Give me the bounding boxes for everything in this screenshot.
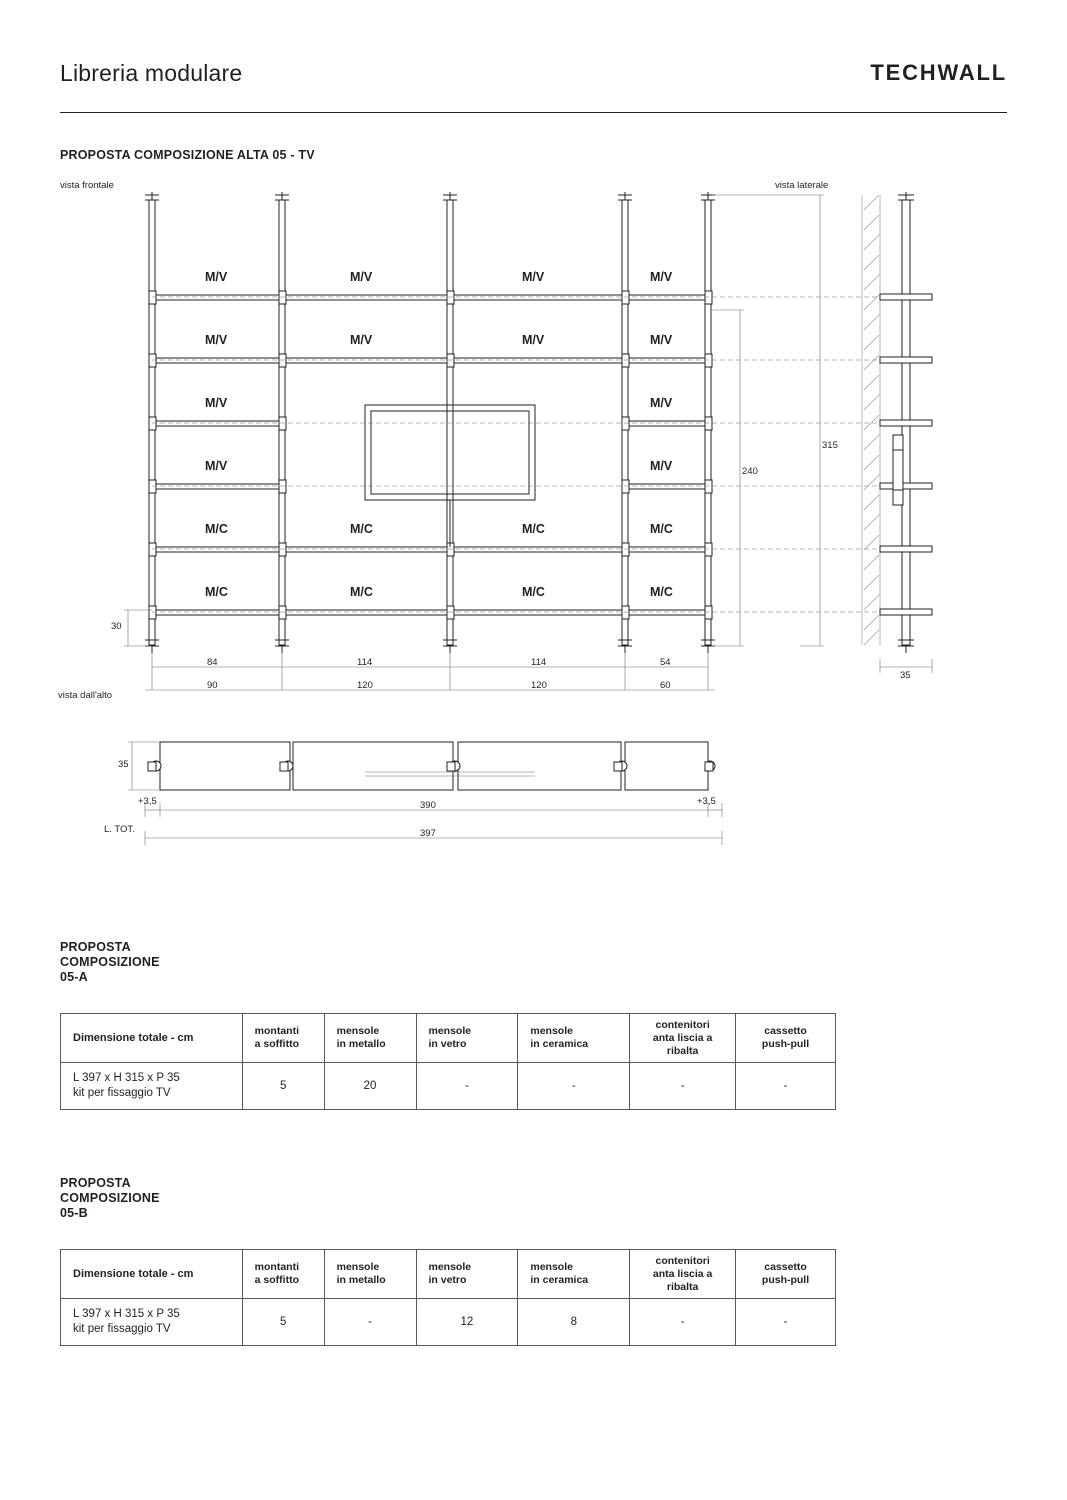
caption-line: 05-A — [60, 970, 88, 984]
caption-line: 05-B — [60, 1206, 88, 1220]
shelf-label: M/V — [205, 270, 228, 284]
shelf-label: M/V — [350, 333, 373, 347]
shelf-label: M/V — [650, 396, 673, 410]
label-top-view: vista dall'alto — [58, 690, 113, 701]
composition-table-b — [60, 1249, 836, 1346]
shelf-label: M/V — [650, 459, 673, 473]
cell-mensole-ceramica: 8 — [518, 1299, 630, 1346]
cell-montanti: 5 — [242, 1299, 324, 1346]
col-dimension: Dimensione totale - cm — [61, 1014, 243, 1063]
composition-table-a — [60, 1013, 836, 1110]
label-side-view: vista laterale — [775, 180, 829, 191]
shelf-label: M/C — [350, 522, 373, 536]
page-title: Libreria modulare — [60, 60, 243, 86]
dim-base-height: 30 — [111, 621, 122, 632]
table-header-row — [61, 1250, 836, 1299]
dim-overhang-right: +3,5 — [697, 796, 716, 807]
cell-cassetto: - — [736, 1063, 836, 1110]
col-contenitori: contenitori anta liscia a ribalta — [630, 1014, 736, 1063]
cell-mensole-metallo: - — [324, 1299, 416, 1346]
cell-mensole-vetro: - — [416, 1063, 518, 1110]
cell-cassetto: - — [736, 1299, 836, 1346]
table-row — [61, 1299, 836, 1346]
col-mensole-vetro: mensole in vetro — [416, 1014, 518, 1063]
dim-span-inner: 84 — [207, 657, 218, 668]
shelf-label: M/V — [522, 270, 545, 284]
caption-line: PROPOSTA — [60, 1176, 131, 1190]
dim-span-outer: 120 — [357, 680, 373, 691]
cell-contenitori: - — [630, 1299, 736, 1346]
dim-span-inner: 54 — [660, 657, 671, 668]
col-mensole-ceramica: mensole in ceramica — [518, 1250, 630, 1299]
dim-top-depth: 35 — [118, 759, 129, 770]
section-title: PROPOSTA COMPOSIZIONE ALTA 05 - TV — [60, 148, 315, 162]
dim-modules-width: 390 — [420, 800, 436, 811]
shelf-label: M/V — [522, 333, 545, 347]
table-b-caption — [60, 1176, 160, 1221]
cell-montanti: 5 — [242, 1063, 324, 1110]
cell-mensole-vetro: 12 — [416, 1299, 518, 1346]
caption-line: COMPOSIZIONE — [60, 955, 160, 969]
col-montanti: montanti a soffitto — [242, 1014, 324, 1063]
shelf-label: M/V — [350, 270, 373, 284]
shelf-label: M/C — [522, 585, 545, 599]
dim-span-outer: 90 — [207, 680, 218, 691]
cell-mensole-metallo: 20 — [324, 1063, 416, 1110]
shelf-label: M/C — [650, 585, 673, 599]
cell-contenitori: - — [630, 1063, 736, 1110]
col-montanti: montanti a soffitto — [242, 1250, 324, 1299]
col-dimension: Dimensione totale - cm — [61, 1250, 243, 1299]
col-mensole-ceramica: mensole in ceramica — [518, 1014, 630, 1063]
shelf-label: M/V — [650, 333, 673, 347]
col-mensole-metallo: mensole in metallo — [324, 1250, 416, 1299]
shelf-label: M/C — [205, 585, 228, 599]
dim-overhang-left: +3,5 — [138, 796, 157, 807]
dim-span-outer: 60 — [660, 680, 671, 691]
dim-span-outer: 120 — [531, 680, 547, 691]
technical-drawing — [0, 170, 1067, 870]
shelf-label: M/V — [205, 333, 228, 347]
shelf-label: M/C — [205, 522, 228, 536]
col-cassetto: cassetto push-pull — [736, 1250, 836, 1299]
col-mensole-vetro: mensole in vetro — [416, 1250, 518, 1299]
col-contenitori: contenitori anta liscia a ribalta — [630, 1250, 736, 1299]
page-header — [60, 60, 1007, 113]
dim-total-height: 315 — [822, 440, 838, 451]
shelf-label: M/V — [205, 459, 228, 473]
caption-line: COMPOSIZIONE — [60, 1191, 160, 1205]
dim-span-inner: 114 — [531, 657, 547, 668]
cell-dimension: L 397 x H 315 x P 35 kit per fissaggio TV — [61, 1299, 243, 1346]
label-front-view: vista frontale — [60, 180, 114, 191]
dim-side-depth: 35 — [900, 670, 911, 681]
shelf-label: M/V — [205, 396, 228, 410]
shelf-label: M/V — [650, 270, 673, 284]
caption-line: PROPOSTA — [60, 940, 131, 954]
dim-total-width: 397 — [420, 828, 436, 839]
shelf-label: M/C — [650, 522, 673, 536]
table-a-caption — [60, 940, 160, 985]
label-total-width: L. TOT. — [104, 824, 135, 835]
shelf-label: M/C — [522, 522, 545, 536]
shelf-label: M/C — [350, 585, 373, 599]
dim-inner-height: 240 — [742, 466, 758, 477]
col-cassetto: cassetto push-pull — [736, 1014, 836, 1063]
dim-span-inner: 114 — [357, 657, 373, 668]
cell-mensole-ceramica: - — [518, 1063, 630, 1110]
brand-logo: TECHWALL — [870, 60, 1007, 85]
table-header-row — [61, 1014, 836, 1063]
cell-dimension: L 397 x H 315 x P 35 kit per fissaggio TV — [61, 1063, 243, 1110]
col-mensole-metallo: mensole in metallo — [324, 1014, 416, 1063]
table-row — [61, 1063, 836, 1110]
